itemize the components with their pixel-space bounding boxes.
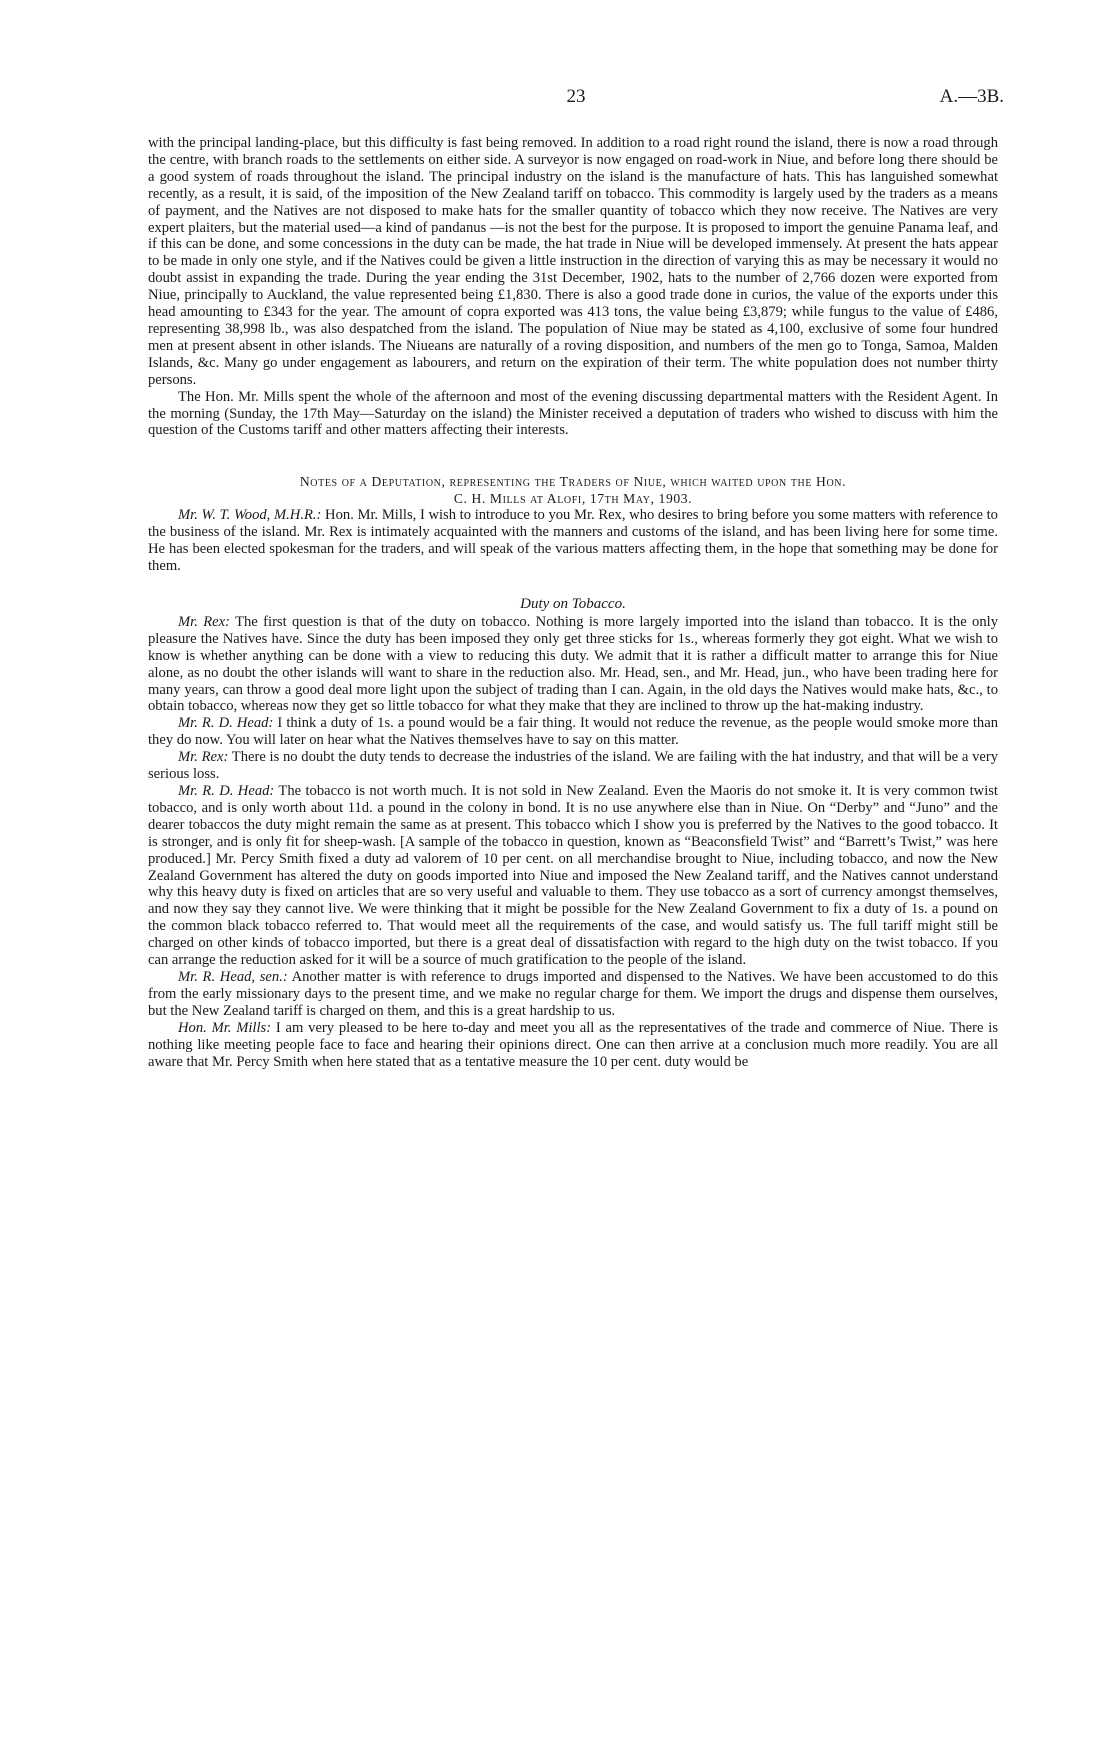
speech — [148, 1020, 998, 1071]
paragraph-minister-visit: The Hon. Mr. Mills spent the whole of the afternoon and most of the evening discussing departmental matters with the Resident Agent. In the morning (Sunday, the 17th May—Saturday on the island) the Minister received a deputation of traders who wished to discuss with him the question of the Customs tariff and other matters affecting their interests. — [148, 388, 998, 439]
deputation-title-line1: Notes of a Deputation, representing the Traders of Niue, which waited upon the Hon. — [299, 474, 847, 490]
speech-intro — [148, 507, 998, 575]
speaker-name: Mr. R. D. Head: — [178, 715, 274, 732]
speaker-name: Mr. W. T. Wood, M.H.R.: — [178, 507, 322, 524]
paragraph-niue-industries: with the principal landing-place, but this difficulty is fast being removed. In addition to a road right round the island, there is now a road through the centre, with branch roads to the settlements on either side. A surveyor is now engaged on road-work in Niue, and before long there should be a good system of roads throughout the island. The principal industry on the island is the manufacture of hats. This has languished somewhat recently, as a result, it is said, of the imposition of the New Zealand tariff on tobacco. This commodity is largely used by the traders as a means of payment, and the Natives are not disposed to make hats for the smaller quantity of tobacco which they now receive. The Natives are very expert plaiters, but the material used—a kind of pandanus —is not the best for the purpose. It is proposed to import the genuine Panama leaf, and if this can be done, and some concessions in the duty can be made, the hat trade in Niue will be developed immensely. At present the hats appear to be made in only one style, and if the Natives could be given a little instruction in the direction of varying this as may be necessary it would no doubt assist in expanding the trade. During the year ending the 31st December, 1902, hats to the number of 2,766 dozen were exported from Niue, principally to Auckland, the value represented being £1,830. There is also a good trade done in curios, the value of the exports under this head amounting to £343 for the year. The amount of copra exported was 413 tons, the value being £3,879; while fungus to the value of £486, representing 38,998 lb., was also despatched from the island. The population of Niue may be stated as 4,100, exclusive of some four hundred men at present absent in other islands. The Niueans are naturally of a roving disposition, and numbers of the men go to Tonga, Samoa, Malden Islands, &c. Many go under engagement as labourers, and return on the expiration of their term. The white population does not number thirty persons. — [148, 135, 998, 388]
speech-text: I think a duty of 1s. a pound would be a fair thing. It would not reduce the revenue, as the people would smoke more than they do now. You will later on hear what the Natives themselves have to say on this matter. — [148, 715, 998, 749]
speech — [148, 969, 998, 1020]
deputation-title-line2: C. H. Mills at Alofi, 17th May, 1903. — [453, 491, 693, 507]
speech — [148, 614, 998, 715]
speech — [148, 783, 998, 969]
document-body — [148, 135, 998, 1070]
speech-text: I am very pleased to be here to-day and meet you all as the representatives of the trade and commerce of Niue. There is nothing like meeting people face to face and hearing their opinions direct. One can then arrive at a conclusion much more readily. You are all aware that Mr. Percy Smith when here stated that as a tentative measure the 10 per cent. duty would be — [148, 1019, 998, 1070]
speech — [148, 715, 998, 749]
speech-text: Hon. Mr. Mills, I wish to introduce to you Mr. Rex, who desires to bring before you some matters with reference to the business of the island. Mr. Rex is intimately acquainted with the manners and customs of the island, and has been living here for some time. He has been elected spokesman for the traders, and will speak of the various matters affecting them, in the hope that something may be done for them. — [148, 507, 998, 575]
speech-text: There is no doubt the duty tends to decrease the industries of the island. We are failing with the hat industry, and that will be a very serious loss. — [148, 749, 999, 783]
document-reference: A.—3B. — [939, 86, 1004, 107]
speech-text: Another matter is with reference to drugs imported and dispensed to the Natives. We have been accustomed to do this from the early missionary days to the present time, and we make no regular charge for them. We import the drugs and dispense them ourselves, but the New Zealand tariff is charged on them, and this is a great hardship to us. — [148, 968, 998, 1019]
speech-text: The tobacco is not worth much. It is not sold in New Zealand. Even the Maoris do not smoke it. It is very common twist tobacco, and is only worth about 11d. a pound in the colony in bond. It is no use anywhere else than in Niue. On “Derby” and “Juno” and the dearer tobaccos the duty might remain the same as at present. This tobacco which I show you is preferred by the Natives to the good tobacco. It is stronger, and is only fit for sheep-wash. [A sample of the tobacco in question, known as “Beaconsfield Twist” and “Barrett’s Twist,” was here produced.] Mr. Percy Smith fixed a duty ad valorem of 10 per cent. on all merchandise brought to Niue, including tobacco, and now the New Zealand Government has altered the duty on goods imported into Niue and imposed the New Zealand tariff, and the Natives cannot understand why this heavy duty is fixed on articles that are so very useful and valuable to them. They use tobacco as a sort of currency amongst themselves, and now they say they cannot live. We were thinking that it might be possible for the New Zealand Government to fix a duty of 1s. a pound on the common black tobacco referred to. That would meet all the requirements of the case, and would satisfy us. The full tariff might still be charged on other kinds of tobacco imported, but there is a great deal of dissatisfaction with regard to the high duty on the twist tobacco. If you can arrange the reduction asked for it will be a source of much gratification to the people of the island. — [148, 783, 998, 969]
speaker-name: Mr. R. D. Head: — [178, 783, 275, 799]
speech — [148, 749, 998, 783]
speaker-name: Mr. Rex: — [178, 613, 230, 630]
deputation-title — [148, 473, 998, 507]
speaker-name: Hon. Mr. Mills: — [178, 1019, 272, 1036]
speaker-name: Mr. Rex: — [178, 749, 229, 766]
speech-text: The first question is that of the duty on tobacco. Nothing is more largely imported into the island than tobacco. It is the only pleasure the Natives have. Since the duty has been imposed they only get three sticks for 1s., whereas formerly they got eight. What we wish to know is whether anything can be done with a view to reducing this duty. We admit that it is rather a difficult matter to arrange this for Niue alone, as no doubt the other islands will want to share in the reduction also. Mr. Head, sen., and Mr. Head, jun., who have been trading here for many years, can throw a good deal more light upon the subject of trading than I can. Again, in the old days the Natives would make hats, &c., to obtain tobacco, whereas now they get so little tobacco for what they make that they are inclined to throw up the hat-making industry. — [148, 613, 998, 715]
page-number: 23 — [566, 86, 586, 107]
speaker-name: Mr. R. Head, sen.: — [178, 968, 288, 985]
page-header — [148, 86, 1004, 110]
section-heading: Duty on Tobacco. — [520, 595, 626, 612]
